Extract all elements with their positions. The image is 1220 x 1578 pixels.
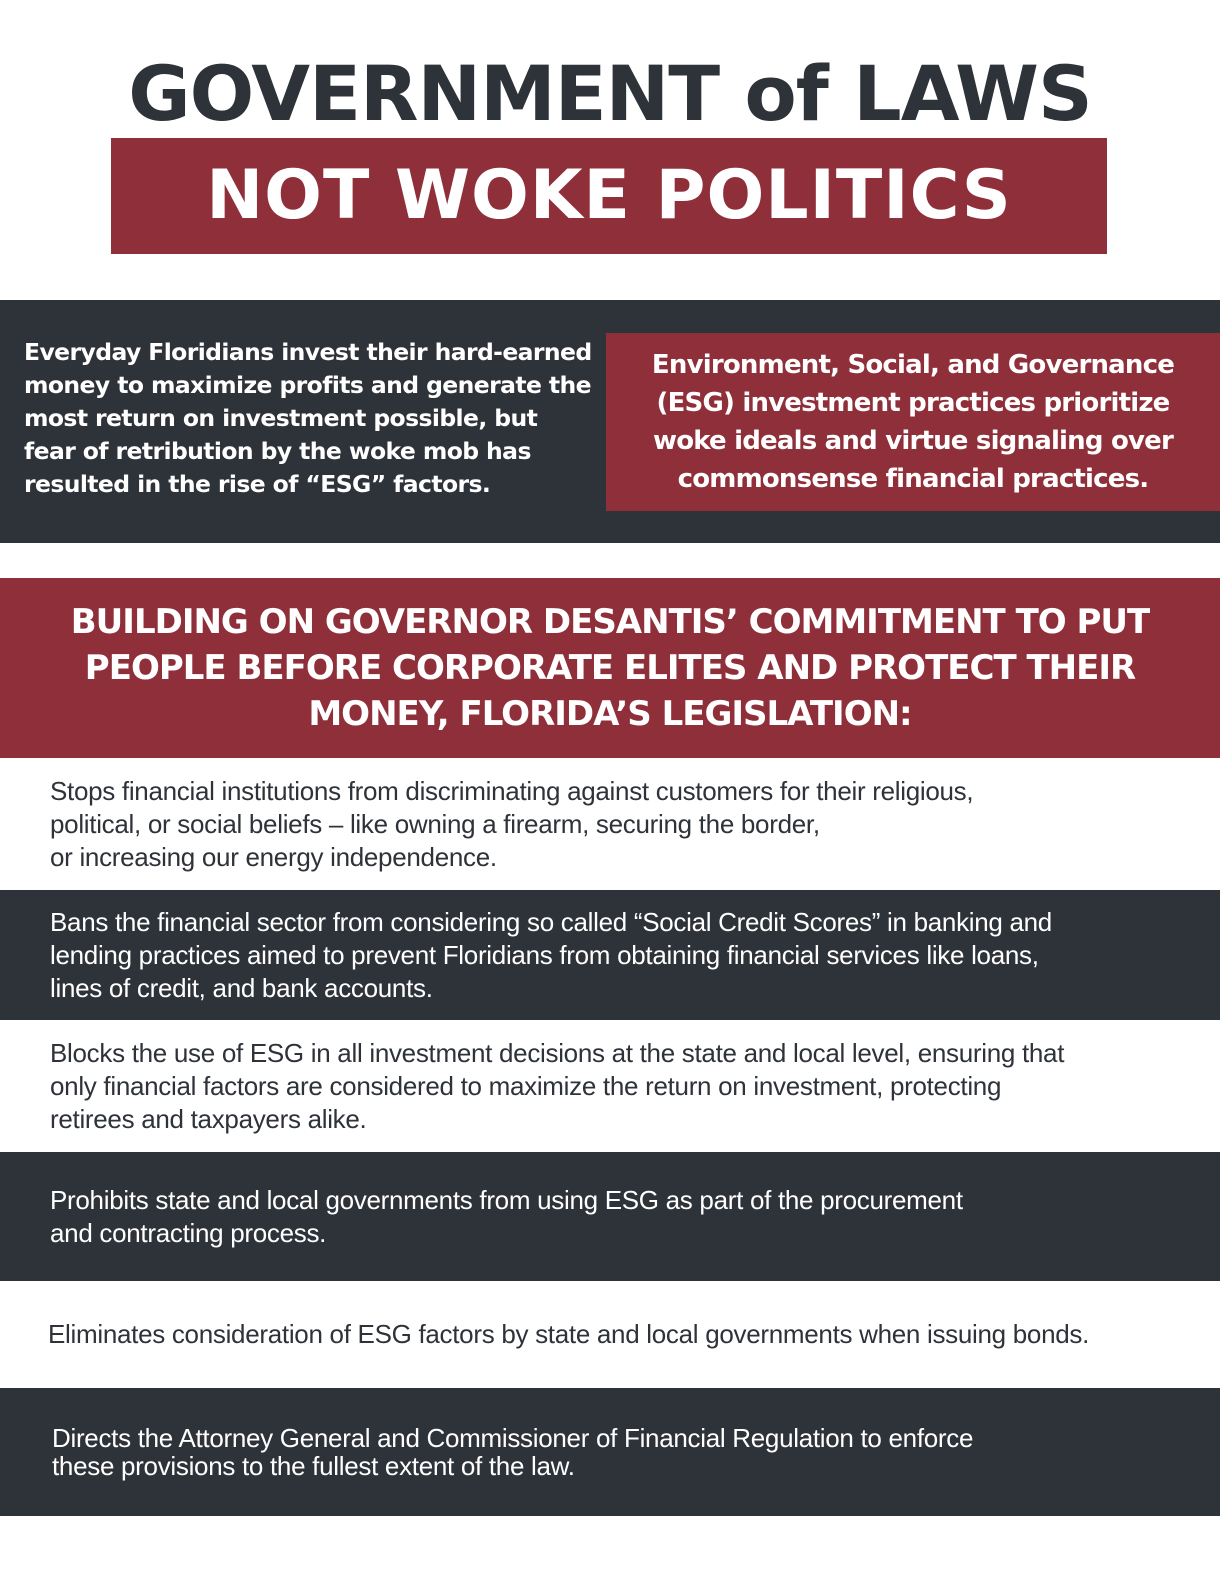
list-item-text: Blocks the use of ESG in all investment decisions at the state and local level, ensuring that only financial factors are considered to maximize the return on investment, protecting retirees and taxpayers alike. [50, 1037, 1065, 1134]
esg-definition-box [606, 333, 1220, 511]
list-item [0, 1281, 1220, 1388]
list-item-text: Prohibits state and local governments from using ESG as part of the procurement and contracting process. [50, 1184, 963, 1248]
title-banner [111, 138, 1107, 254]
legislation-heading-band [0, 578, 1220, 758]
intro-left-text: Everyday Floridians invest their hard-earned money to maximize profits and generate the most return on investment possible, but fear of retribution by the woke mob has resulted in the rise of “ESG” factors. [24, 338, 592, 498]
list-item [0, 1388, 1220, 1516]
legislation-heading: BUILDING ON GOVERNOR DESANTIS’ COMMITMENT TO PUT PEOPLE BEFORE CORPORATE ELITES AND PROTECT THEIR MONEY, FLORIDA’S LEGISLATION: [70, 602, 1150, 734]
list-item [0, 890, 1220, 1020]
list-item [0, 1152, 1220, 1281]
list-item-text: Bans the financial sector from considering so called “Social Credit Scores” in banking and lending practices aimed to prevent Floridians from obtaining financial services like loans, lines of credit, and bank accounts. [50, 906, 1052, 1003]
list-item [0, 1020, 1220, 1152]
title-line-1: GOVERNMENT of LAWS [128, 49, 1092, 138]
list-item-text: Eliminates consideration of ESG factors by state and local governments when issuing bonds. [48, 1319, 1090, 1349]
list-item-text: Directs the Attorney General and Commissioner of Financial Regulation to enforce these provisions to the fullest extent of the law. [52, 1423, 974, 1481]
list-item [0, 758, 1220, 890]
title-line-2: NOT WOKE POLITICS [206, 156, 1012, 235]
list-item-text: Stops financial institutions from discriminating against customers for their religious, political, or social beliefs – like owning a firearm, securing the border, or increasing our energy independence. [50, 775, 974, 872]
esg-definition-text: Environment, Social, and Governance (ESG) investment practices prioritize woke ideals and virtue signaling over commonsense financial practices. [651, 350, 1175, 494]
